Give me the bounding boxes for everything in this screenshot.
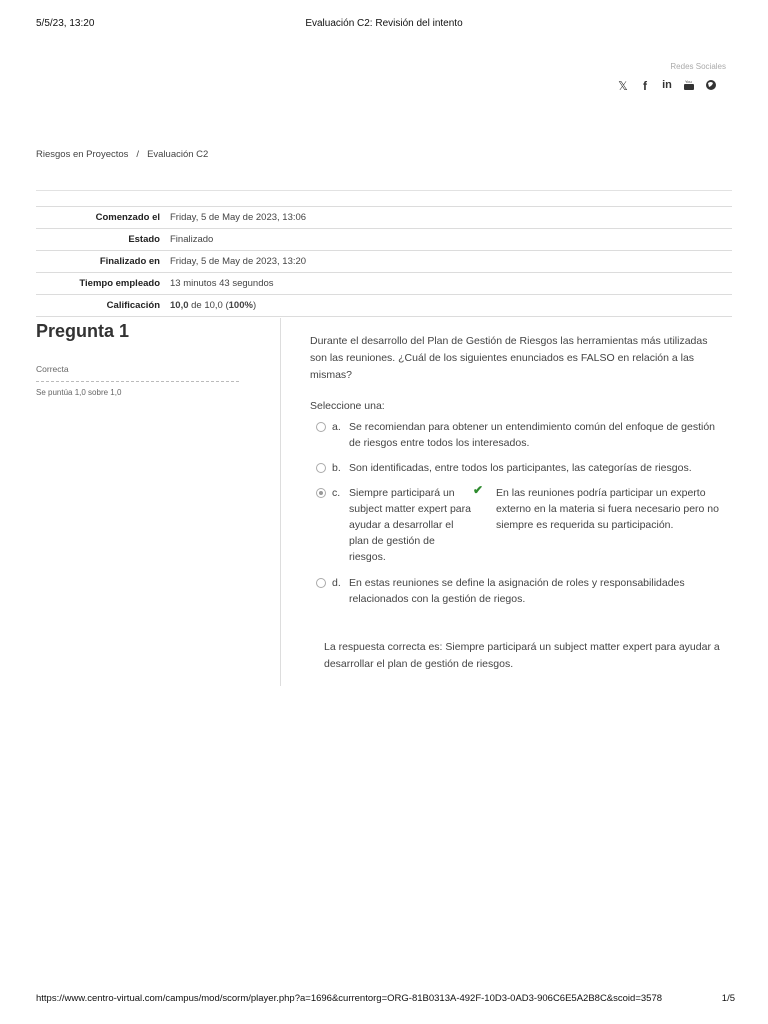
page-number: 1/5 bbox=[721, 993, 735, 1004]
facebook-icon[interactable]: f bbox=[643, 79, 647, 93]
summary-label: Calificación bbox=[106, 300, 160, 311]
breadcrumb-course[interactable]: Riesgos en Proyectos bbox=[36, 149, 129, 160]
question-state: Correcta bbox=[36, 364, 69, 374]
summary-label: Finalizado en bbox=[99, 256, 160, 267]
option-d[interactable] bbox=[316, 575, 726, 609]
globe-icon[interactable] bbox=[700, 79, 722, 94]
print-datetime: 5/5/23, 13:20 bbox=[36, 18, 95, 29]
option-letter: c. bbox=[332, 487, 341, 499]
summary-row-started bbox=[36, 207, 732, 229]
divider bbox=[36, 381, 239, 382]
divider bbox=[280, 318, 281, 686]
summary-row-grade bbox=[36, 295, 732, 317]
summary-row-time bbox=[36, 273, 732, 295]
svg-text:You: You bbox=[685, 79, 692, 84]
option-text: Siempre participará un subject matter expert para ayudar a desarrollar el plan de gestión de riesgos. bbox=[349, 487, 471, 563]
radio-button[interactable] bbox=[316, 578, 326, 588]
linkedin-icon[interactable]: in bbox=[662, 79, 672, 91]
grade-of: de 10,0 ( bbox=[188, 300, 229, 311]
youtube-icon[interactable] bbox=[678, 79, 700, 94]
radio-button[interactable] bbox=[316, 422, 326, 432]
question-text: Durante el desarrollo del Plan de Gestión de Riesgos las herramientas más utilizadas son las reuniones. ¿Cuál de los siguientes enunciados es FALSO en relación a las mismas? bbox=[310, 335, 708, 381]
attempt-summary-table bbox=[36, 206, 732, 317]
grade-percent: 100% bbox=[228, 300, 253, 311]
breadcrumb-quiz[interactable]: Evaluación C2 bbox=[147, 149, 209, 160]
summary-value: Finalizado bbox=[170, 234, 214, 245]
radio-button[interactable] bbox=[316, 463, 326, 473]
page-title: Evaluación C2: Revisión del intento bbox=[305, 18, 463, 29]
breadcrumb-separator: / bbox=[136, 149, 140, 160]
correct-check-icon: ✔ bbox=[473, 483, 484, 497]
option-letter: a. bbox=[332, 421, 341, 433]
summary-row-state bbox=[36, 229, 732, 251]
summary-label: Estado bbox=[128, 234, 160, 245]
radio-button-selected[interactable] bbox=[316, 488, 326, 498]
grade-close: ) bbox=[252, 300, 257, 311]
option-letter: d. bbox=[332, 577, 341, 589]
summary-value bbox=[166, 295, 732, 317]
summary-label: Comenzado el bbox=[95, 212, 160, 223]
social-links bbox=[612, 79, 722, 94]
question-title: Pregunta 1 bbox=[36, 321, 130, 341]
summary-value: 13 minutos 43 segundos bbox=[170, 278, 274, 289]
option-b[interactable] bbox=[316, 460, 736, 478]
answer-prompt: Seleccione una: bbox=[310, 400, 385, 412]
option-feedback: En las reuniones podría participar un experto externo en la materia si fuera necesario pero no siempre es requerida su participación. bbox=[496, 487, 719, 531]
summary-value: Friday, 5 de May de 2023, 13:06 bbox=[170, 212, 307, 223]
option-c[interactable] bbox=[316, 485, 726, 567]
summary-label: Tiempo empleado bbox=[79, 278, 160, 289]
option-text: Se recomiendan para obtener un entendimiento común del enfoque de gestión de riesgos entre todos los interesados. bbox=[349, 421, 716, 449]
summary-value: Friday, 5 de May de 2023, 13:20 bbox=[170, 256, 307, 267]
option-a[interactable] bbox=[316, 419, 726, 453]
option-letter: b. bbox=[332, 462, 341, 474]
option-text: Son identificadas, entre todos los participantes, las categorías de riesgos. bbox=[349, 462, 692, 474]
twitter-icon[interactable]: 𝕏 bbox=[618, 79, 628, 93]
option-text: En estas reuniones se define la asignación de roles y responsabilidades relacionados con la gestión de riegos. bbox=[349, 577, 685, 605]
grade-score: 10,0 bbox=[170, 300, 189, 311]
breadcrumb bbox=[36, 149, 208, 160]
right-answer-feedback: La respuesta correcta es: Siempre participará un subject matter expert para ayudar a desarrollar el plan de gestión de riesgos. bbox=[324, 641, 720, 670]
summary-row-finished bbox=[36, 251, 732, 273]
page-url: https://www.centro-virtual.com/campus/mod/scorm/player.php?a=1696&currentorg=ORG-81B0313A-492F-10D3-0AD3-906C6E5A2B8C&scoid=3578 bbox=[36, 993, 663, 1004]
social-label: Redes Sociales bbox=[670, 62, 726, 71]
divider bbox=[36, 190, 732, 191]
question-grade: Se puntúa 1,0 sobre 1,0 bbox=[36, 388, 122, 397]
